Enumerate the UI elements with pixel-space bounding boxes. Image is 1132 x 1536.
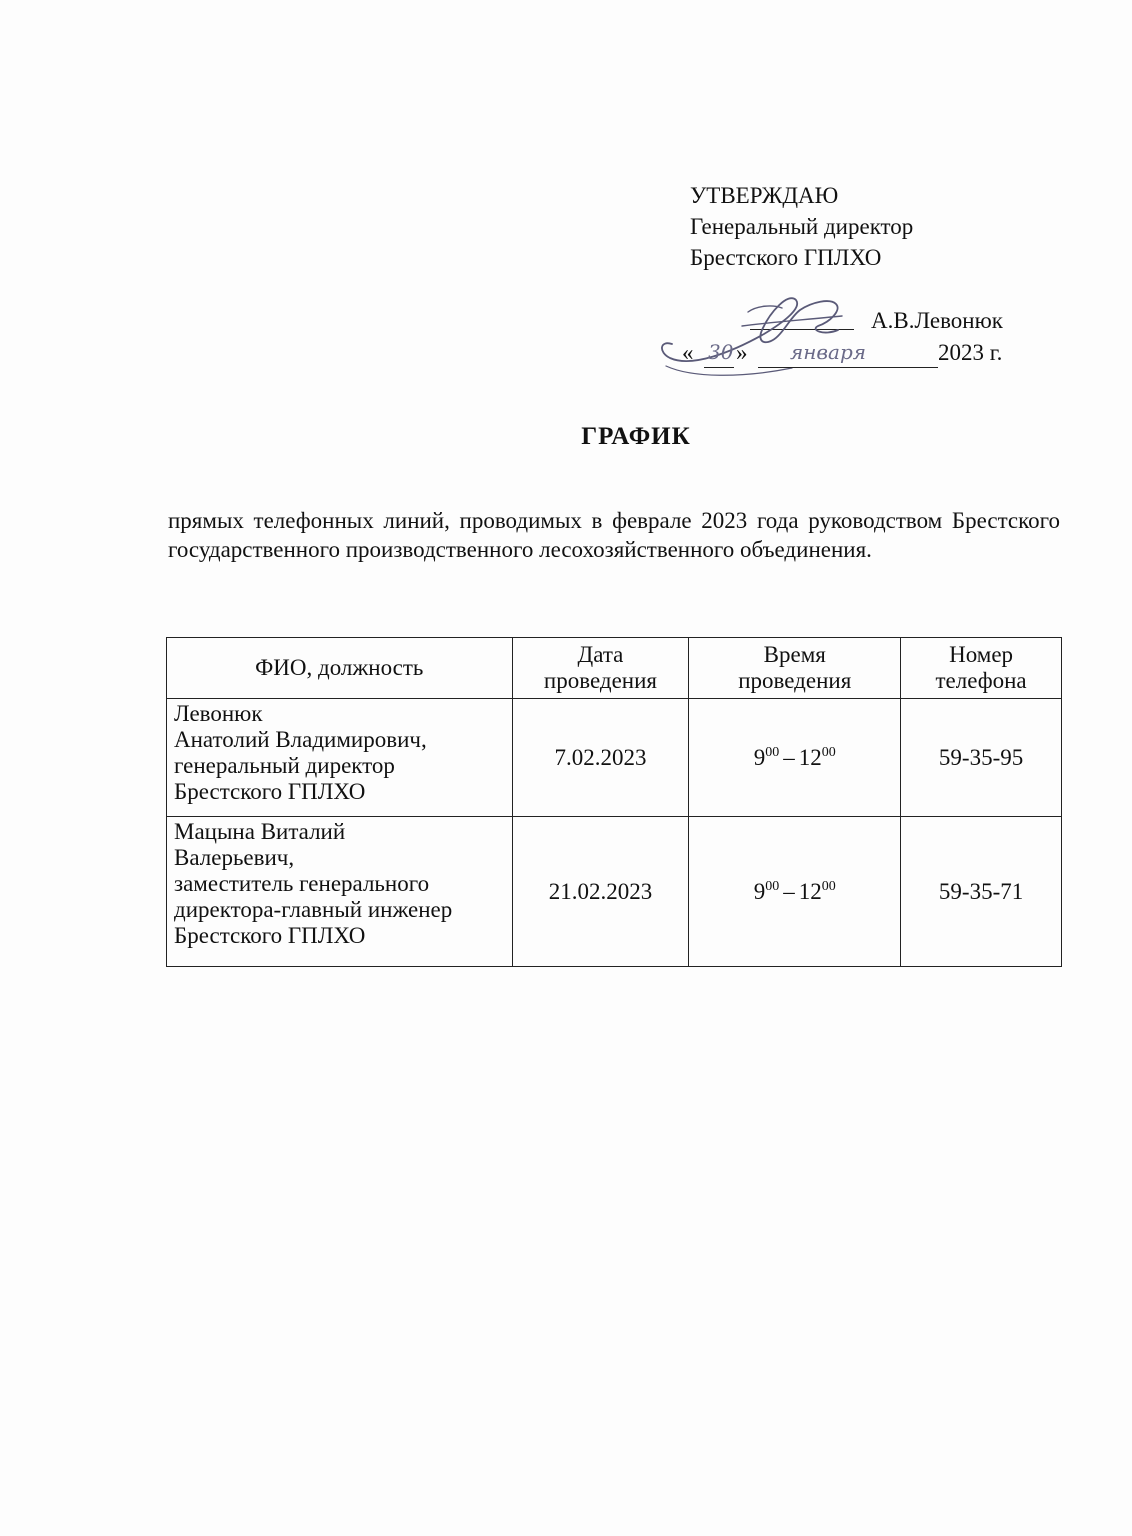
- header-phone: Номер телефона: [901, 638, 1062, 699]
- approval-block: [690, 180, 1090, 273]
- table-row: [167, 817, 1062, 967]
- cell-name: Левонюк Анатолий Владимирович, генеральный директор Брестского ГПЛХО: [167, 699, 513, 817]
- date-open-quote: «: [682, 340, 694, 365]
- cell-phone: 59-35-95: [901, 699, 1062, 817]
- date-month-handwritten: января: [790, 340, 867, 364]
- approver-position-line2: Брестского ГПЛХО: [690, 245, 882, 270]
- cell-date: 7.02.2023: [512, 699, 689, 817]
- approver-position-line1: Генеральный директор: [690, 214, 914, 239]
- approve-word: УТВЕРЖДАЮ: [690, 183, 839, 208]
- cell-date: 21.02.2023: [512, 817, 689, 967]
- document-title: ГРАФИК: [581, 423, 691, 450]
- header-name: ФИО, должность: [167, 638, 513, 699]
- signer-name: А.В.Левонюк: [871, 308, 1003, 333]
- date-year: 2023 г.: [938, 340, 1003, 365]
- cell-phone: 59-35-71: [901, 817, 1062, 967]
- approval-date: [682, 340, 1042, 376]
- header-date: Дата проведения: [512, 638, 689, 699]
- cell-name: Мацына Виталий Валерьевич, заместитель генерального директора-главный инженер Брестского ГПЛХО: [167, 817, 513, 967]
- date-day-handwritten: 30: [708, 340, 734, 364]
- schedule-table: [166, 637, 1062, 967]
- intro-paragraph: прямых телефонных линий, проводимых в феврале 2023 года руководством Брестского государственного производственного лесохозяйственного объединения.: [168, 508, 1060, 562]
- date-month-underline: [758, 367, 938, 368]
- header-time: Время проведения: [689, 638, 901, 699]
- date-day-underline: [704, 367, 734, 368]
- date-close-quote: »: [736, 340, 748, 365]
- cell-time: $9^{00} - 12^{00}$: [689, 699, 901, 817]
- cell-time: $9^{00} - 12^{00}$: [689, 817, 901, 967]
- table-header-row: [167, 638, 1062, 699]
- table-row: [167, 699, 1062, 817]
